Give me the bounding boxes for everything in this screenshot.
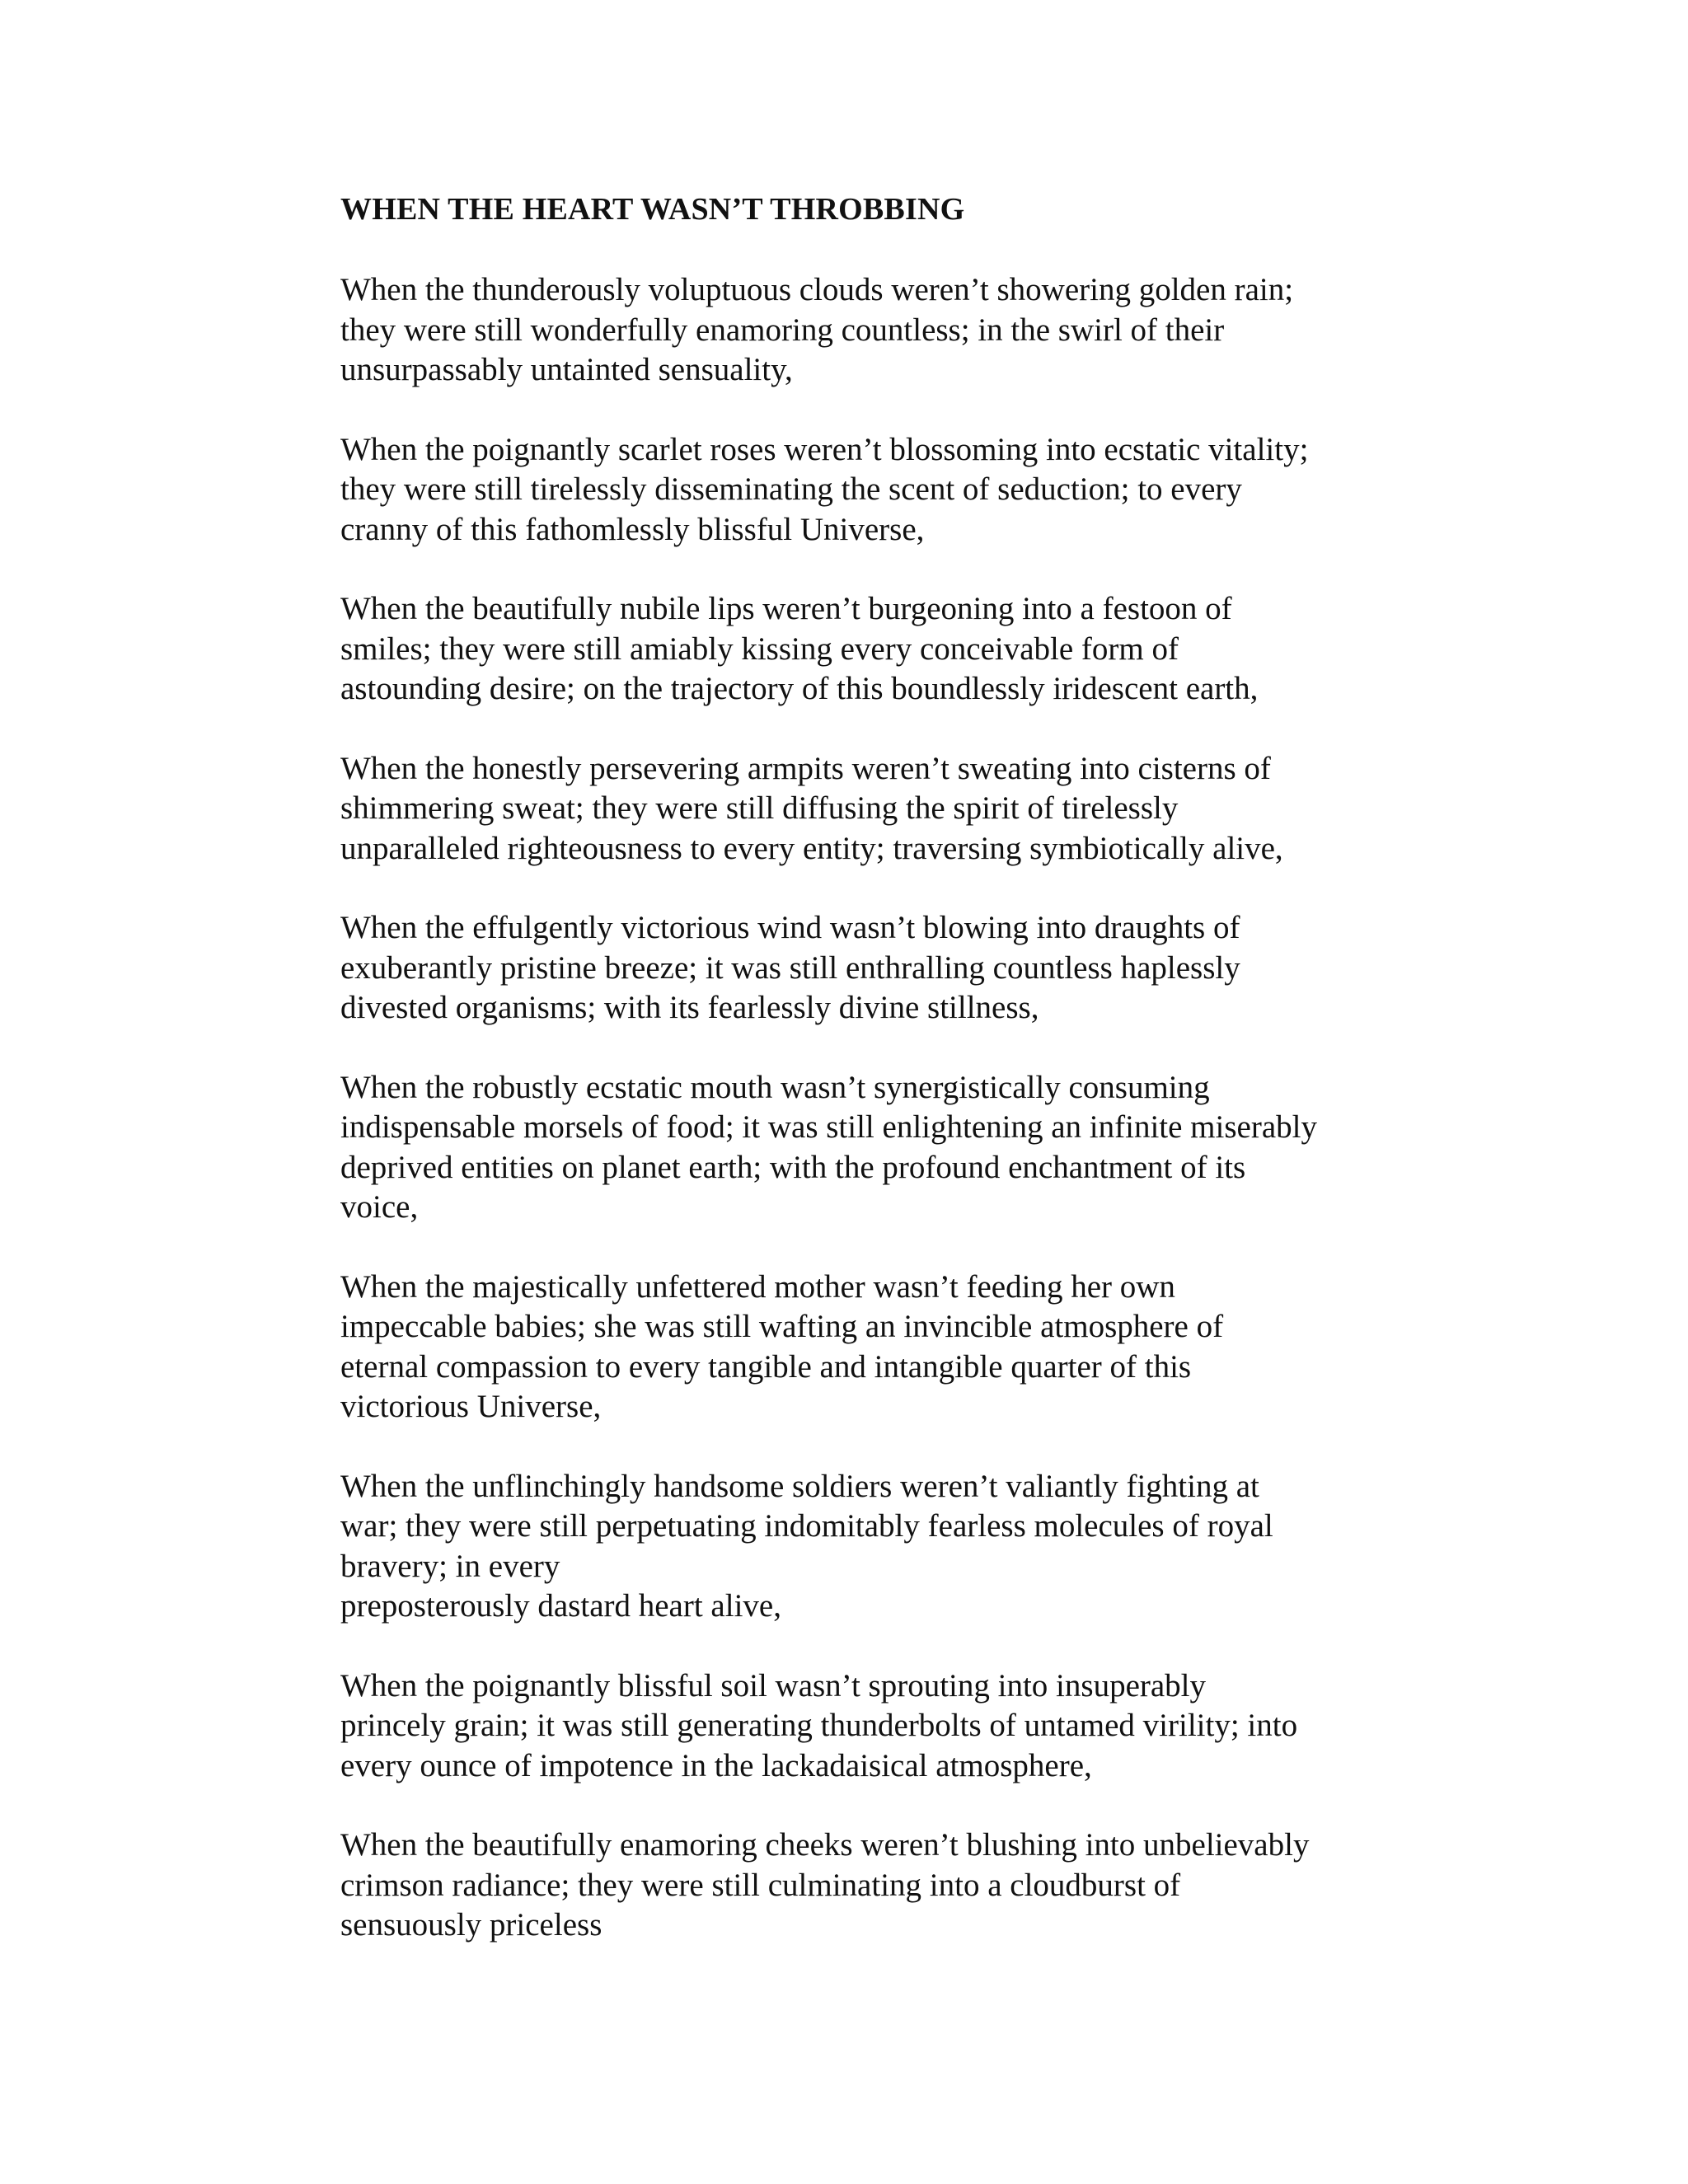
stanza: [340, 1068, 1412, 1228]
poem-line: When the thunderously voluptuous clouds weren’t showering golden rain;: [340, 272, 1294, 307]
poem-line: divested organisms; with its fearlessly divine stillness,: [340, 990, 1039, 1025]
poem-line: When the beautifully enamoring cheeks weren’t blushing into unbelievably: [340, 1827, 1310, 1863]
poem-body: [340, 190, 1412, 1985]
poem-line: victorious Universe,: [340, 1389, 602, 1424]
poem-line: When the effulgently victorious wind wasn’t blowing into draughts of: [340, 910, 1240, 945]
poem-line: cranny of this fathomlessly blissful Universe,: [340, 511, 925, 547]
poem-line: they were still tirelessly disseminating the scent of seduction; to every: [340, 471, 1242, 507]
poem-line: indispensable morsels of food; it was still enlightening an infinite miserably: [340, 1109, 1317, 1145]
stanza: [340, 749, 1412, 869]
stanza: [340, 430, 1412, 551]
poem-line: sensuously priceless: [340, 1907, 603, 1943]
stanza: [340, 589, 1412, 710]
poem-line: they were still wonderfully enamoring countless; in the swirl of their: [340, 312, 1225, 348]
poem-line: crimson radiance; they were still culminating into a cloudburst of: [340, 1867, 1181, 1903]
poem-line: every ounce of impotence in the lackadaisical atmosphere,: [340, 1747, 1092, 1783]
poem-line: deprived entities on planet earth; with the profound enchantment of its: [340, 1149, 1246, 1185]
poem-line: unparalleled righteousness to every entity; traversing symbiotically alive,: [340, 830, 1283, 866]
poem-line: war; they were still perpetuating indomitably fearless molecules of royal: [340, 1508, 1273, 1544]
stanza: [340, 1666, 1412, 1787]
poem-line: bravery; in every: [340, 1548, 560, 1584]
poem-line: voice,: [340, 1189, 419, 1225]
poem-line: eternal compassion to every tangible and intangible quarter of this: [340, 1348, 1192, 1385]
poem-title: WHEN THE HEART WASN’T THROBBING: [340, 192, 965, 227]
poem-line: preposterously dastard heart alive,: [340, 1588, 781, 1624]
stanza: [340, 1268, 1412, 1427]
poem-line: smiles; they were still amiably kissing every conceivable form of: [340, 630, 1179, 667]
stanza: [340, 908, 1412, 1029]
poem-line: When the unflinchingly handsome soldiers weren’t valiantly fighting at: [340, 1468, 1259, 1504]
stanza: [340, 1467, 1412, 1627]
poem-line: astounding desire; on the trajectory of this boundlessly iridescent earth,: [340, 671, 1259, 706]
poem-line: When the poignantly scarlet roses weren’t blossoming into ecstatic vitality;: [340, 431, 1309, 467]
stanza: [340, 270, 1412, 391]
poem-line: When the honestly persevering armpits weren’t sweating into cisterns of: [340, 750, 1271, 786]
poem-line: unsurpassably untainted sensuality,: [340, 352, 793, 387]
poem-line: When the beautifully nubile lips weren’t burgeoning into a festoon of: [340, 591, 1232, 626]
poem-line: When the poignantly blissful soil wasn’t sprouting into insuperably: [340, 1667, 1207, 1704]
poem-line: When the robustly ecstatic mouth wasn’t synergistically consuming: [340, 1069, 1210, 1105]
poem-line: exuberantly pristine breeze; it was still enthralling countless haplessly: [340, 949, 1240, 986]
poem-line: princely grain; it was still generating thunderbolts of untamed virility; into: [340, 1708, 1298, 1743]
stanza: [340, 1825, 1412, 1946]
poem-line: impeccable babies; she was still wafting an invincible atmosphere of: [340, 1309, 1224, 1344]
poem-line: shimmering sweat; they were still diffusing the spirit of tirelessly: [340, 790, 1179, 826]
poem-line: When the majestically unfettered mother wasn’t feeding her own: [340, 1268, 1175, 1305]
